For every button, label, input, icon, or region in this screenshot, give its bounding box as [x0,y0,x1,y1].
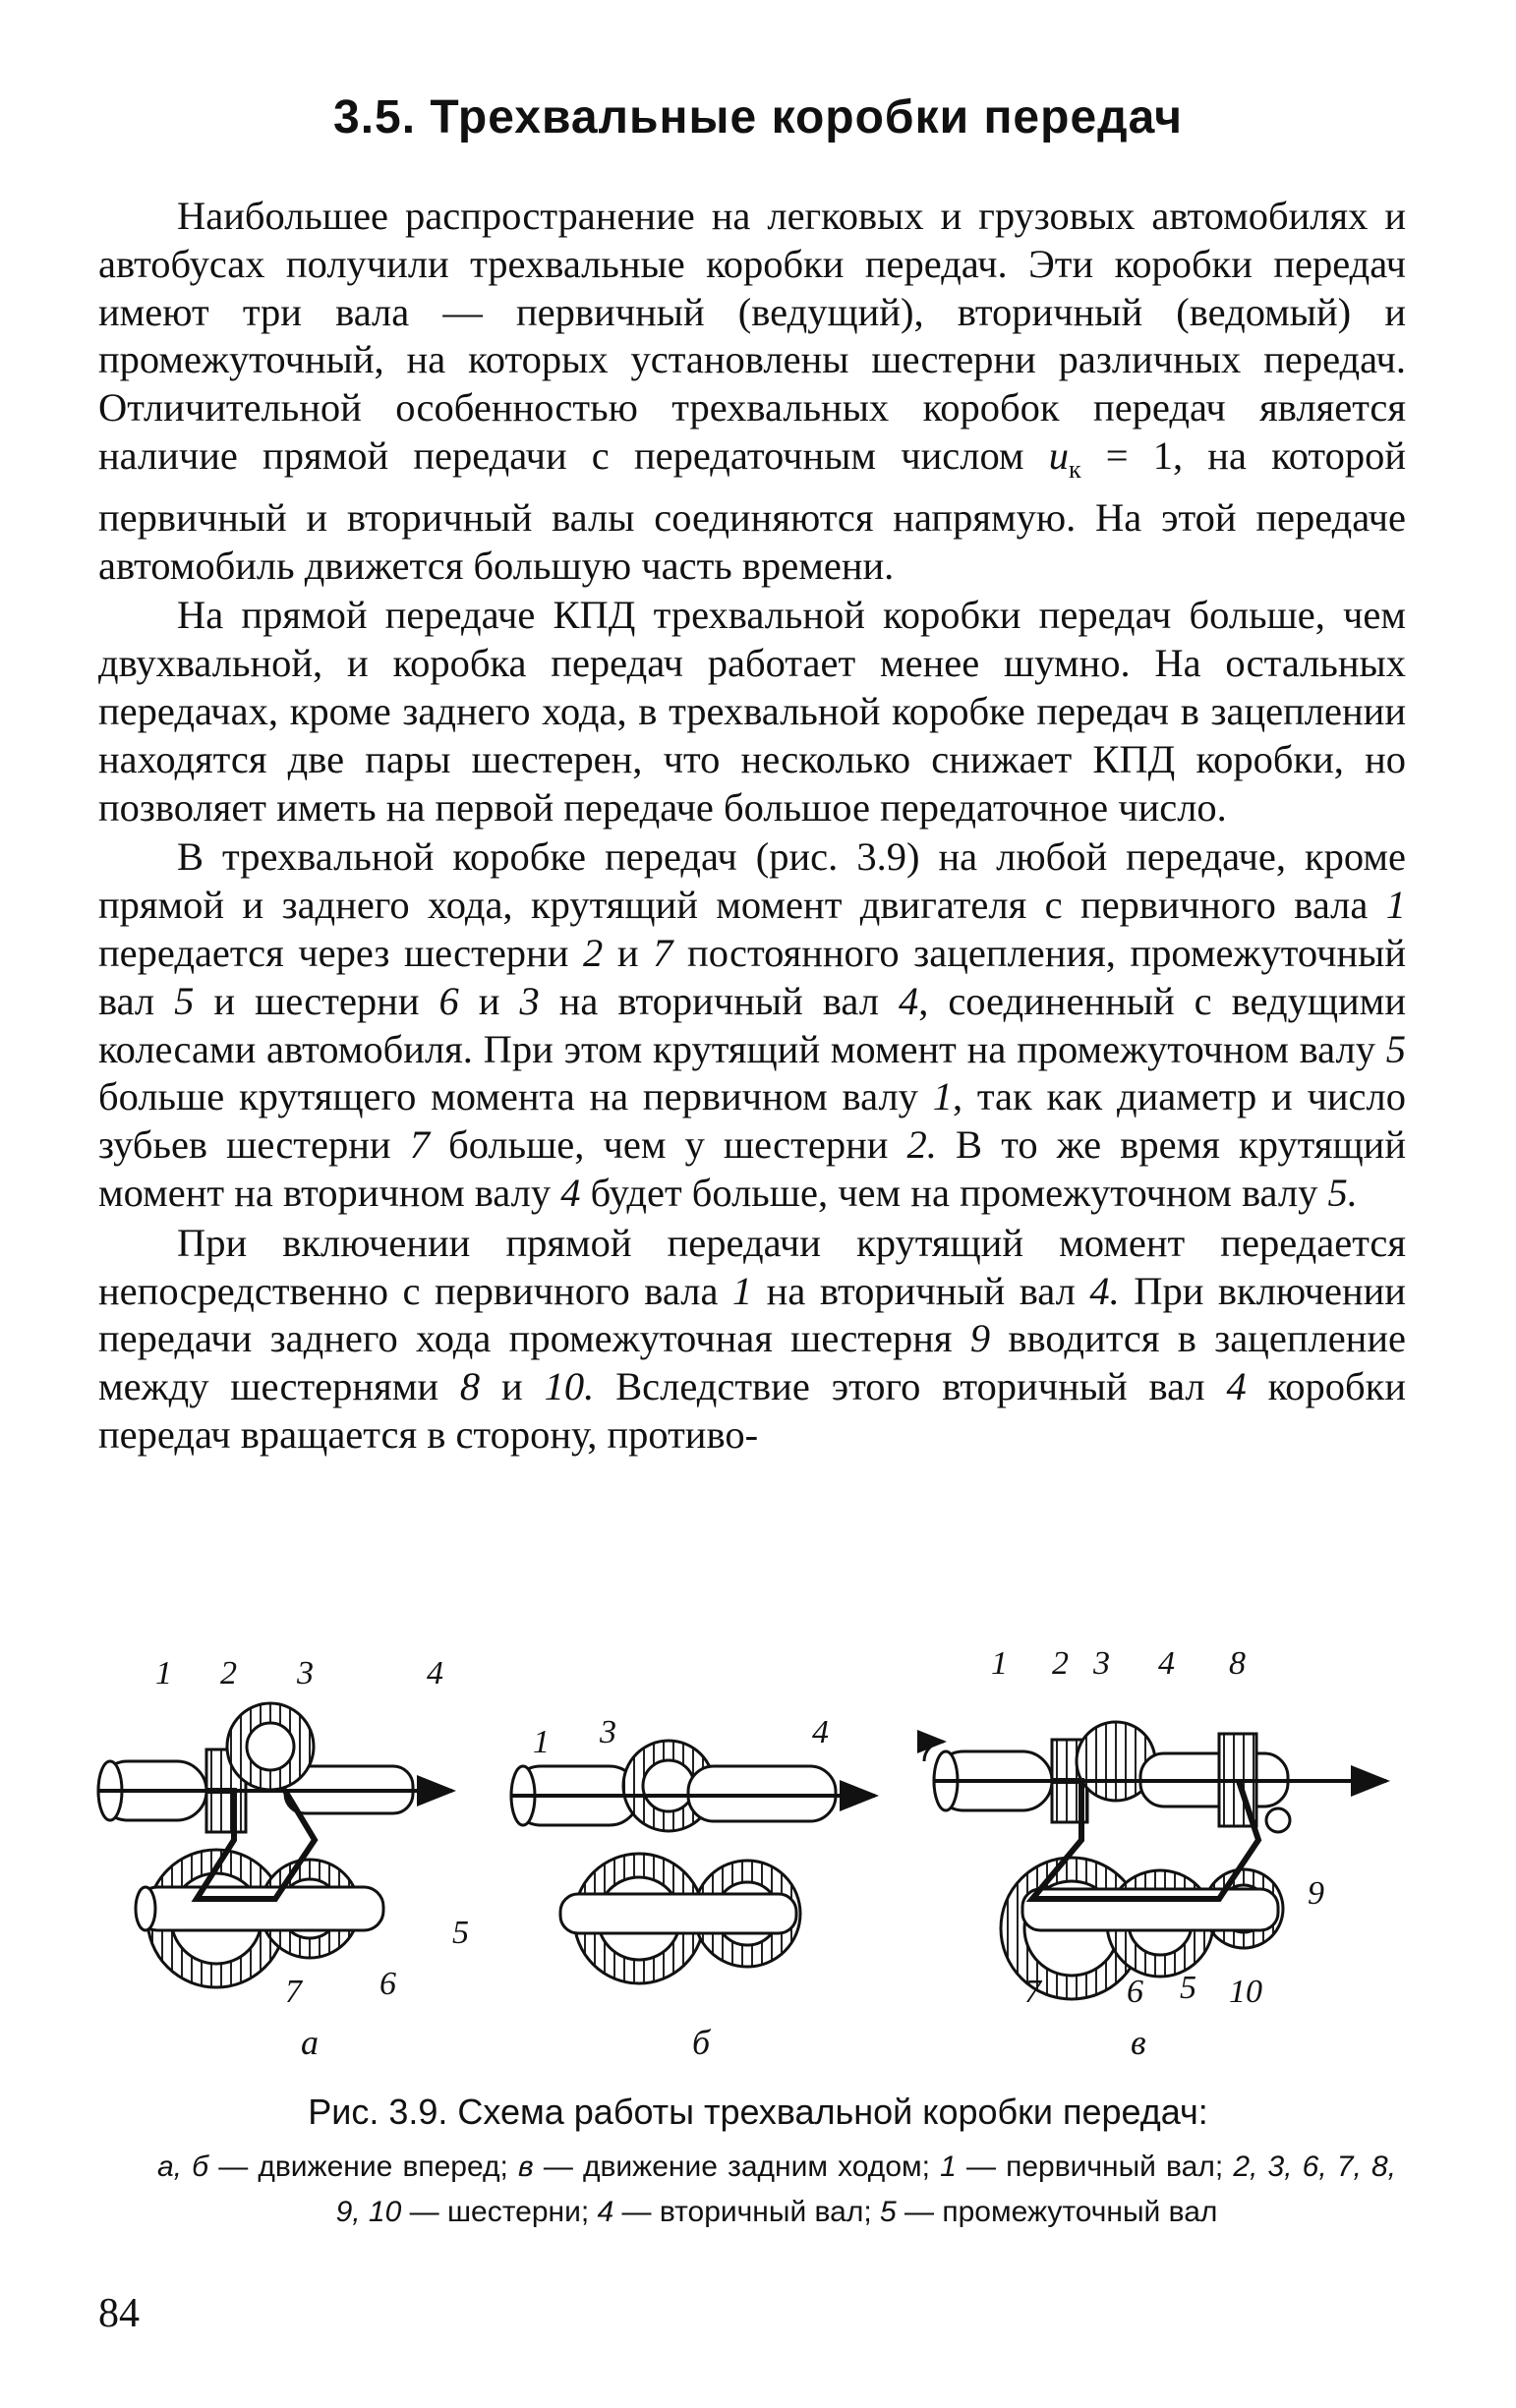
panel-a-letter: а [301,2023,319,2062]
gearbox-figure [88,1643,1426,2076]
label-v-4: 4 [1158,1645,1175,1682]
label-a-2: 2 [220,1655,237,1691]
panel-v-letter: в [1131,2023,1146,2062]
paragraph-4: При включении прямой передачи крутящий момент передается непосредственно с первичного вала 1 на вторичный вал 4. При включении передачи заднего хода промежуточная шестерня 9 вводится в зацепление между шестернями 8 и 10. Вследствие этого вторичный вал 4 коробки передач вращается в сторону, противо- [98,1220,1406,1458]
label-b-4: 4 [812,1714,829,1750]
gearbox-diagram [88,1643,1426,2076]
label-b-3: 3 [600,1714,616,1750]
label-a-5: 5 [452,1915,469,1951]
label-a-6: 6 [379,1966,396,2002]
label-v-3: 3 [1093,1645,1110,1682]
page-number: 84 [98,2291,140,2336]
panel-v-drawing [924,1722,1386,1999]
label-v-8: 8 [1229,1645,1246,1682]
label-v-5: 5 [1180,1970,1196,2006]
panel-b-drawing [511,1741,875,1983]
label-v-2: 2 [1052,1645,1069,1682]
figure-caption-title: Рис. 3.9. Схема работы трехвальной коробки передач: [308,2092,1208,2132]
label-v-1: 1 [991,1645,1008,1682]
label-v-10: 10 [1229,1974,1262,2010]
countershaft [138,1887,383,1930]
label-v-7: 7 [1024,1974,1041,2010]
paragraph-3: В трехвальной коробке передач (рис. 3.9) на любой передаче, кроме прямой и заднего хода, крутящий момент двигателя с первичного вала 1 передается через шестерни 2 и 7 постоянного зацепления, промежуточный вал 5 и шестерни 6 и 3 на вторичный вал 4, соединенный с ведущими колесами автомобиля. При этом крутящий момент на промежуточном валу 5 больше крутящего момента на первичном валу 1, так как диаметр и число зубьев шестерни 7 больше, чем у шестерни 2. В то же время крутящий момент на вторичном валу 4 будет больше, чем на промежуточном валу 5. [98,834,1406,1216]
figure-caption: а, б — движение вперед; в — движение задним ходом; 1 — первичный вал; 2, 3, 6, 7, 8, 9, 10 — шестерни; 4 — вторичный вал; 5 — промежуточный вал [157,2150,1397,2228]
label-a-1: 1 [155,1655,172,1691]
label-v-9: 9 [1308,1875,1324,1912]
section-title: 3.5. Трехвальные коробки передач [333,91,1183,143]
label-v-6: 6 [1127,1974,1143,2010]
paragraph-2: На прямой передаче КПД трехвальной коробки передач больше, чем двухвальной, и коробка передач работает менее шумно. На остальных передачах, кроме заднего хода, в трехвальной коробке передач в зацеплении находятся две пары шестерен, что несколько снижает КПД коробки, но позволяет иметь на первой передаче большое передаточное число. [98,593,1406,830]
panel-b-letter: б [692,2023,711,2062]
paragraph-1: Наибольшее распространение на легковых и грузовых автомобилях и автобусах получили трехвальные коробки передач. Эти коробки передач имеют три вала — первичный (ведущий), вторичный (ведомый) и промежуточный, на которых установлены шестерни различных передач. Отличительной особенностью трехвальных коробок передач является наличие прямой передачи с передаточным числом $u_к = 1$, на которой первичный и вторичный валы соединяются напрямую. На этой передаче автомобиль движется большую часть времени. [98,194,1407,588]
body-text [98,193,1406,1462]
label-a-7: 7 [285,1974,302,2010]
panel-a-drawing [98,1703,452,1987]
label-a-3: 3 [297,1655,314,1691]
label-a-4: 4 [427,1655,443,1691]
label-b-1: 1 [533,1724,550,1760]
